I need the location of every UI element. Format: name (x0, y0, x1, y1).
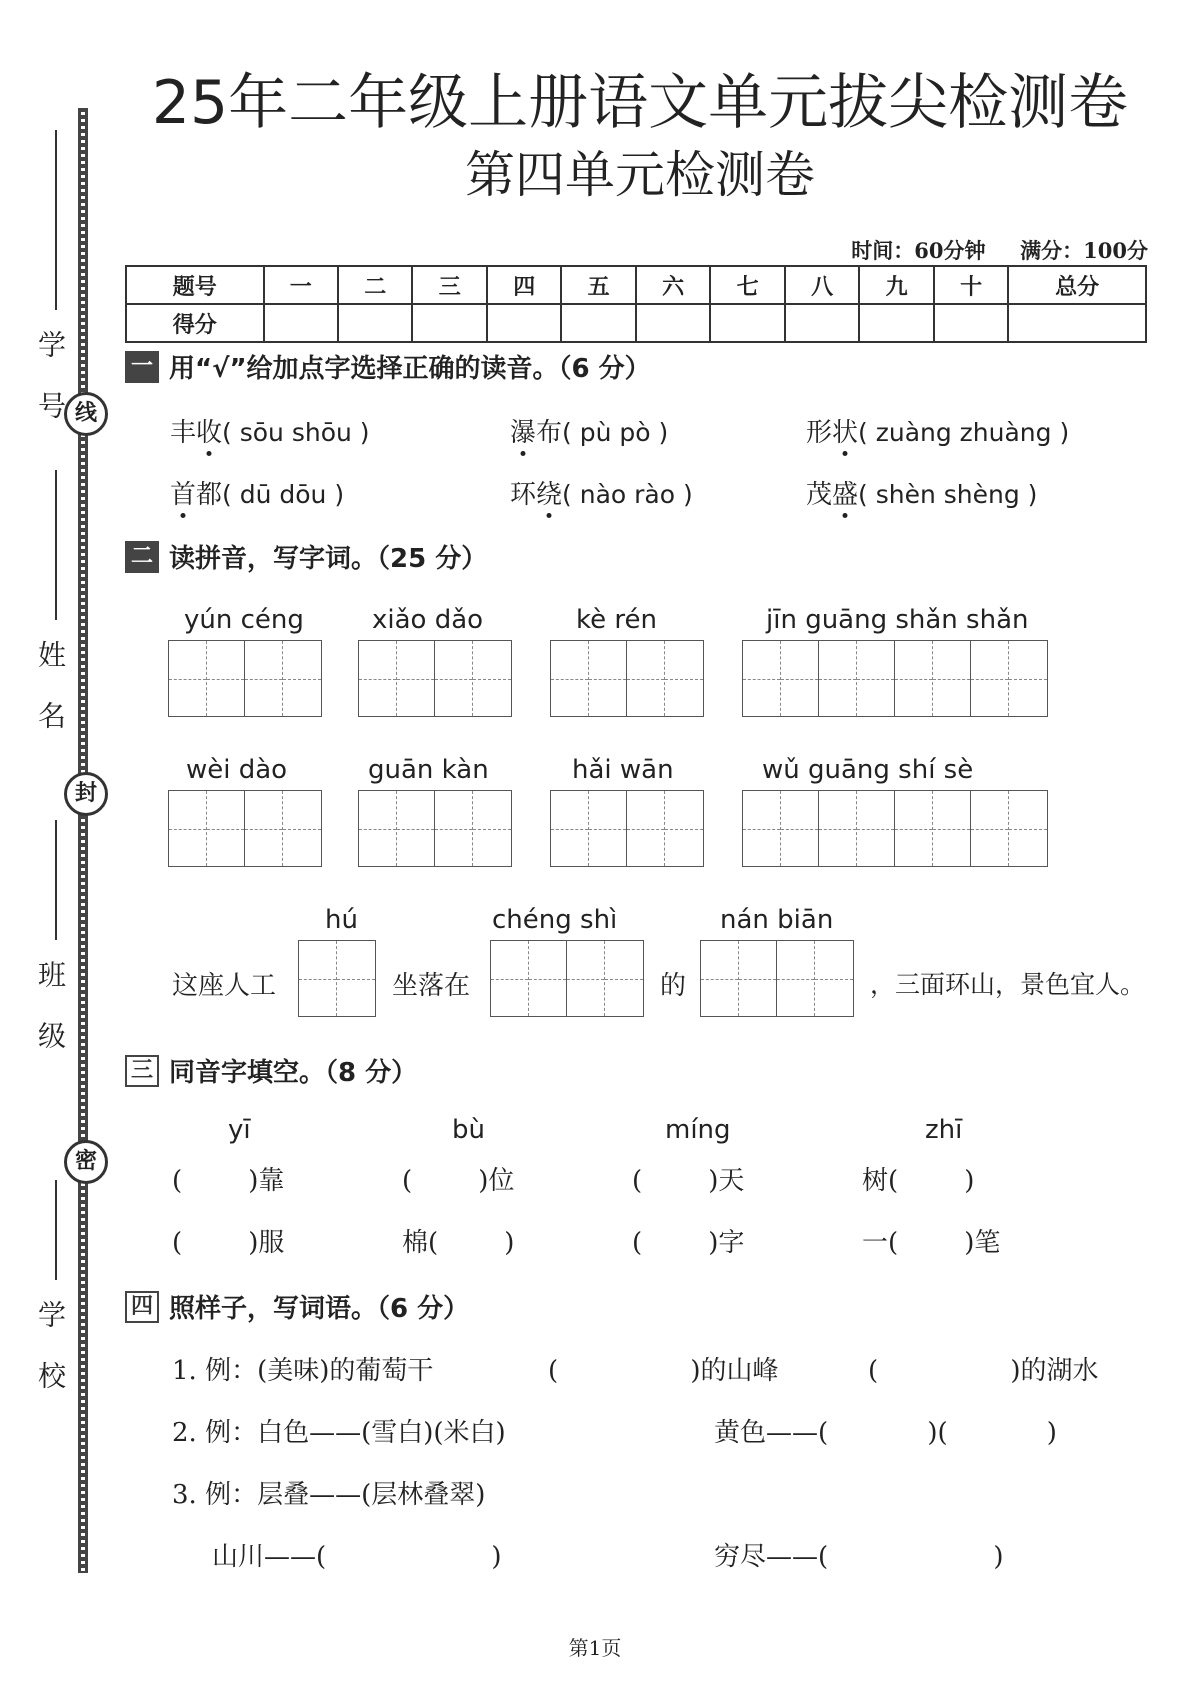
binding-strip (78, 108, 88, 1573)
student-id-label: 学 号 (34, 330, 67, 431)
s2-pinyin: guān kàn (368, 755, 489, 785)
score-cell[interactable] (561, 304, 635, 342)
seal-line: 线 (64, 392, 108, 436)
writing-grid[interactable] (168, 640, 322, 717)
s1-char: 形 (806, 418, 833, 448)
student-id-rule (55, 130, 57, 310)
s1-item (510, 412, 668, 449)
score-header: 总分 (1008, 266, 1146, 304)
score-header: 十 (934, 266, 1008, 304)
score-header: 三 (412, 266, 486, 304)
s3-pinyin: bù (452, 1115, 485, 1145)
section2-number: 二 (125, 541, 159, 573)
s3-pinyin: zhī (925, 1115, 963, 1145)
s2-sentence-part: 这座人工 (172, 971, 277, 1001)
s1-dotted-char: 绕 (536, 480, 563, 510)
s1-dotted-char: 状 (832, 418, 859, 448)
page-title: 25年二年级上册语文单元拔尖检测卷 (151, 68, 1129, 138)
section1-heading (125, 348, 651, 385)
score-cell[interactable] (636, 304, 710, 342)
s1-item (806, 412, 1069, 449)
section3-heading (125, 1052, 417, 1089)
s1-char: 丰 (170, 418, 197, 448)
s1-char: 茂 (806, 480, 833, 510)
writing-grid[interactable] (550, 790, 704, 867)
score-header: 一 (264, 266, 338, 304)
score-header: 五 (561, 266, 635, 304)
score-cell[interactable] (264, 304, 338, 342)
s2-pinyin: xiǎo dǎo (372, 605, 484, 635)
s3-blank[interactable]: ( )服 (172, 1228, 285, 1258)
score-header: 题号 (126, 266, 264, 304)
s1-char: 布 (536, 418, 563, 448)
name-rule (55, 470, 57, 620)
score-cell[interactable] (710, 304, 784, 342)
score-cell[interactable] (859, 304, 933, 342)
s1-item (170, 474, 344, 511)
seal-secret: 密 (64, 1140, 108, 1184)
s3-blank[interactable]: 一( )笔 (862, 1228, 1001, 1258)
s1-options[interactable]: ( zuàng zhuàng ) (858, 418, 1070, 447)
section4-number: 四 (125, 1291, 159, 1323)
score-header: 四 (487, 266, 561, 304)
s2-pinyin: jīn guāng shǎn shǎn (766, 605, 1029, 635)
s1-char: 环 (510, 480, 537, 510)
s3-blank[interactable]: 棉( ) (402, 1228, 515, 1258)
time-info: 时间：60分钟 (851, 238, 986, 263)
s1-dotted-char: 收 (196, 418, 223, 448)
score-table-header-row (126, 266, 1146, 304)
s2-sentence-part: 坐落在 (392, 971, 471, 1001)
s2-sentence-pinyin: chéng shì (492, 905, 618, 935)
s4-blank[interactable]: 穷尽——( ) (714, 1542, 1004, 1572)
s4-blank[interactable]: 黄色——( )( ) (714, 1418, 1057, 1448)
s2-pinyin: wǔ guāng shí sè (762, 755, 974, 785)
s4-example: 3. 例：层叠——(层林叠翠) (172, 1480, 486, 1510)
section2-title: 读拼音，写字词。（25 分） (169, 544, 488, 574)
s4-blank[interactable]: ( )的山峰 (548, 1356, 779, 1386)
section3-title: 同音字填空。（8 分） (169, 1058, 418, 1088)
section1-number: 一 (125, 351, 159, 383)
s2-sentence-pinyin: hú (325, 905, 358, 935)
section3-number: 三 (125, 1055, 159, 1087)
s1-options[interactable]: ( pù pò ) (562, 418, 669, 447)
writing-grid[interactable] (742, 640, 1048, 717)
score-cell[interactable] (934, 304, 1008, 342)
s2-pinyin: yún céng (184, 605, 304, 635)
s2-sentence-part: ，三面环山，景色宜人。 (870, 970, 1146, 999)
section1-title: 用“√”给加点字选择正确的读音。（6 分） (169, 354, 651, 384)
writing-grid[interactable] (742, 790, 1048, 867)
exam-info (851, 235, 1148, 265)
writing-grid[interactable] (298, 940, 376, 1017)
section2-heading (125, 538, 487, 575)
s1-char: 都 (196, 480, 223, 510)
s4-example: 2. 例：白色——(雪白)(米白) (172, 1418, 506, 1448)
seal-seal: 封 (64, 772, 108, 816)
school-rule (55, 1180, 57, 1280)
s4-blank[interactable]: ( )的湖水 (868, 1356, 1099, 1386)
score-cell[interactable] (412, 304, 486, 342)
page-number: 第1页 (568, 1636, 622, 1660)
s1-dotted-char: 盛 (832, 480, 859, 510)
s3-blank[interactable]: ( )靠 (172, 1166, 285, 1196)
score-header: 二 (338, 266, 412, 304)
s1-options[interactable]: ( shèn shèng ) (858, 480, 1038, 509)
class-label: 班 级 (34, 960, 67, 1061)
school-label: 学 校 (34, 1300, 67, 1401)
s2-pinyin: hǎi wān (572, 755, 674, 785)
s1-item (170, 412, 370, 449)
s2-sentence-pinyin: nán biān (720, 905, 834, 935)
s3-pinyin: míng (665, 1115, 731, 1145)
s1-dotted-char: 首 (170, 480, 197, 510)
s3-blank[interactable]: ( )天 (632, 1166, 745, 1196)
writing-grid[interactable] (700, 940, 854, 1017)
s2-sentence-part: 的 (660, 971, 687, 1001)
name-label: 姓 名 (34, 640, 67, 741)
score-header: 七 (710, 266, 784, 304)
class-rule (55, 820, 57, 940)
score-info: 满分：100分 (1020, 238, 1148, 263)
score-table-score-row (126, 304, 1146, 342)
score-cell[interactable] (785, 304, 859, 342)
s1-dotted-char: 瀑 (510, 418, 537, 448)
score-row-label: 得分 (126, 304, 264, 342)
s4-example: 1. 例：(美味)的葡萄干 (172, 1356, 434, 1386)
s1-item (510, 474, 693, 511)
s3-pinyin: yī (228, 1115, 251, 1145)
writing-grid[interactable] (168, 790, 322, 867)
s1-item (806, 474, 1037, 511)
writing-grid[interactable] (490, 940, 644, 1017)
writing-grid[interactable] (358, 790, 512, 867)
score-cell[interactable] (338, 304, 412, 342)
writing-grid[interactable] (550, 640, 704, 717)
s3-blank[interactable]: ( )字 (632, 1228, 745, 1258)
score-table (125, 265, 1147, 343)
writing-grid[interactable] (358, 640, 512, 717)
s1-options[interactable]: ( dū dōu ) (222, 480, 345, 509)
s4-blank[interactable]: 山川——( ) (212, 1542, 502, 1572)
s2-pinyin: kè rén (576, 605, 657, 635)
section4-title: 照样子，写词语。（6 分） (169, 1294, 470, 1324)
s2-pinyin: wèi dào (186, 755, 288, 785)
score-header: 六 (636, 266, 710, 304)
section4-heading (125, 1288, 469, 1325)
score-header: 八 (785, 266, 859, 304)
score-cell[interactable] (487, 304, 561, 342)
score-cell[interactable] (1008, 304, 1146, 342)
s1-options[interactable]: ( nào rào ) (562, 480, 693, 509)
s1-options[interactable]: ( sōu shōu ) (222, 418, 370, 447)
score-header: 九 (859, 266, 933, 304)
s3-blank[interactable]: ( )位 (402, 1166, 515, 1196)
s3-blank[interactable]: 树( ) (862, 1166, 975, 1196)
page-subtitle: 第四单元检测卷 (465, 146, 815, 204)
